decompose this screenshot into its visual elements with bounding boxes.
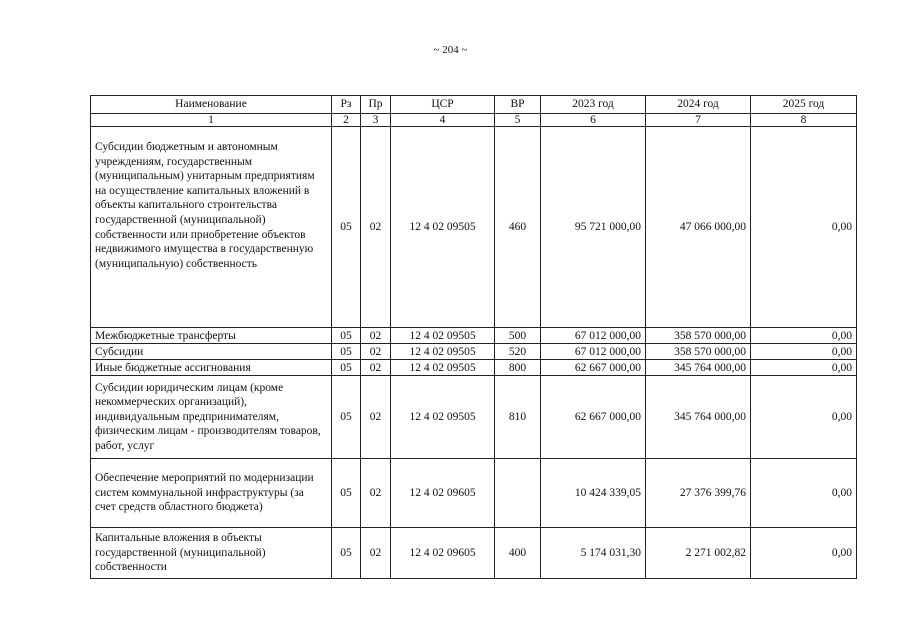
row-vr: 810 — [495, 376, 541, 459]
row-2024: 358 570 000,00 — [646, 328, 751, 344]
row-vr: 520 — [495, 344, 541, 360]
header-2024: 2024 год — [646, 96, 751, 114]
row-2023: 62 667 000,00 — [541, 360, 646, 376]
row-name: Межбюджетные трансферты — [91, 328, 332, 344]
row-vr: 800 — [495, 360, 541, 376]
header-2023: 2023 год — [541, 96, 646, 114]
row-csr: 12 4 02 09605 — [391, 528, 495, 579]
table-row — [91, 528, 857, 579]
row-2024: 358 570 000,00 — [646, 344, 751, 360]
table-row — [91, 127, 857, 328]
row-2023: 67 012 000,00 — [541, 328, 646, 344]
row-rz: 05 — [332, 459, 361, 528]
column-number: 3 — [361, 114, 391, 127]
column-number-row — [91, 114, 857, 127]
row-2023: 95 721 000,00 — [541, 127, 646, 328]
row-2025: 0,00 — [751, 528, 857, 579]
header-2025: 2025 год — [751, 96, 857, 114]
row-vr: 500 — [495, 328, 541, 344]
row-csr: 12 4 02 09505 — [391, 127, 495, 328]
column-number: 5 — [495, 114, 541, 127]
row-name: Капитальные вложения в объекты государственной (муниципальной) собственности — [91, 528, 332, 579]
row-name: Иные бюджетные ассигнования — [91, 360, 332, 376]
row-2025: 0,00 — [751, 459, 857, 528]
row-csr: 12 4 02 09505 — [391, 376, 495, 459]
column-number: 6 — [541, 114, 646, 127]
row-2025: 0,00 — [751, 360, 857, 376]
row-2023: 67 012 000,00 — [541, 344, 646, 360]
column-number: 4 — [391, 114, 495, 127]
row-rz: 05 — [332, 328, 361, 344]
row-vr — [495, 459, 541, 528]
row-2023: 5 174 031,30 — [541, 528, 646, 579]
row-2025: 0,00 — [751, 376, 857, 459]
column-number: 1 — [91, 114, 332, 127]
row-2023: 10 424 339,05 — [541, 459, 646, 528]
budget-table — [90, 95, 857, 579]
table-row — [91, 344, 857, 360]
row-rz: 05 — [332, 528, 361, 579]
header-rz: Рз — [332, 96, 361, 114]
header-csr: ЦСР — [391, 96, 495, 114]
row-2025: 0,00 — [751, 127, 857, 328]
table-row — [91, 376, 857, 459]
row-name: Обеспечение мероприятий по модернизации систем коммунальной инфраструктуры (за счет средств областного бюджета) — [91, 459, 332, 528]
row-name: Субсидии бюджетным и автономным учреждениям, государственным (муниципальным) унитарным предприятиям на осуществление капитальных вложений в объекты капитального строительства государственной (муниципальной) собственности или приобретение объектов недвижимого имущества в государственную (муниципальную) собственность — [91, 127, 332, 328]
row-name: Субсидии юридическим лицам (кроме некоммерческих организаций), индивидуальным предпринимателям, физическим лицам - производителям товаров, работ, услуг — [91, 376, 332, 459]
row-2025: 0,00 — [751, 328, 857, 344]
row-vr: 400 — [495, 528, 541, 579]
row-rz: 05 — [332, 344, 361, 360]
column-number: 7 — [646, 114, 751, 127]
table-row — [91, 328, 857, 344]
header-pr: Пр — [361, 96, 391, 114]
row-pr: 02 — [361, 376, 391, 459]
row-rz: 05 — [332, 127, 361, 328]
row-2025: 0,00 — [751, 344, 857, 360]
row-2024: 2 271 002,82 — [646, 528, 751, 579]
row-pr: 02 — [361, 127, 391, 328]
row-csr: 12 4 02 09505 — [391, 360, 495, 376]
table-header-row — [91, 96, 857, 114]
row-csr: 12 4 02 09505 — [391, 328, 495, 344]
row-pr: 02 — [361, 528, 391, 579]
row-vr: 460 — [495, 127, 541, 328]
page-number: ~ 204 ~ — [433, 44, 468, 56]
header-name: Наименование — [91, 96, 332, 114]
row-2024: 47 066 000,00 — [646, 127, 751, 328]
table-row — [91, 459, 857, 528]
header-vr: ВР — [495, 96, 541, 114]
row-csr: 12 4 02 09605 — [391, 459, 495, 528]
row-2024: 345 764 000,00 — [646, 360, 751, 376]
row-pr: 02 — [361, 328, 391, 344]
row-name: Субсидии — [91, 344, 332, 360]
row-2024: 345 764 000,00 — [646, 376, 751, 459]
row-csr: 12 4 02 09505 — [391, 344, 495, 360]
table-row — [91, 360, 857, 376]
row-rz: 05 — [332, 376, 361, 459]
row-pr: 02 — [361, 360, 391, 376]
row-2023: 62 667 000,00 — [541, 376, 646, 459]
column-number: 2 — [332, 114, 361, 127]
row-pr: 02 — [361, 344, 391, 360]
row-2024: 27 376 399,76 — [646, 459, 751, 528]
row-pr: 02 — [361, 459, 391, 528]
row-rz: 05 — [332, 360, 361, 376]
column-number: 8 — [751, 114, 857, 127]
